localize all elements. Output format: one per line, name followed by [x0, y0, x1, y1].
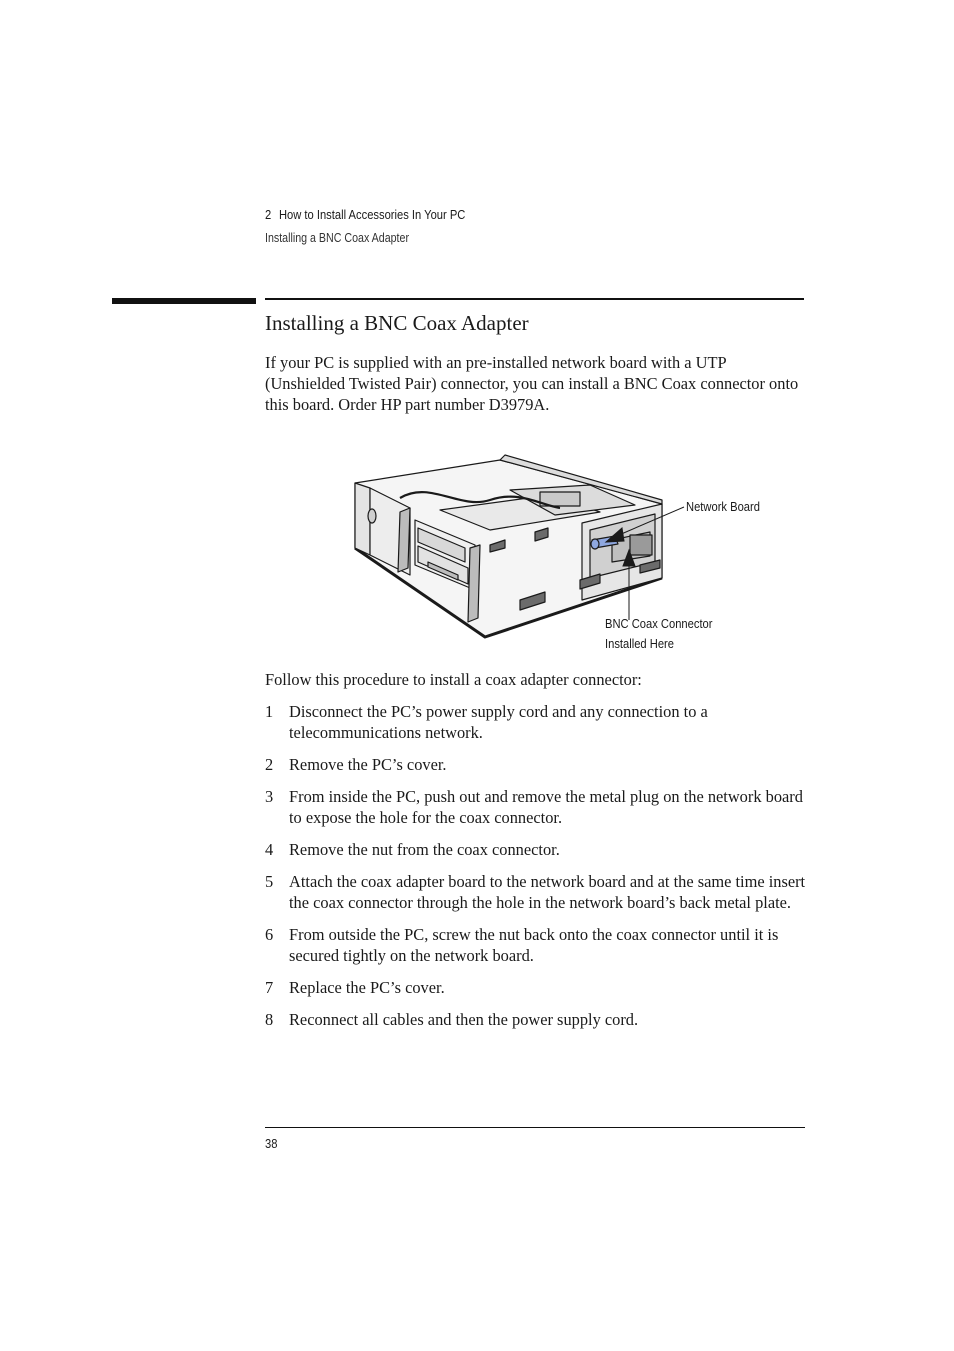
step-text: Remove the PC’s cover. — [289, 755, 447, 774]
callout-bnc-line2: Installed Here — [605, 636, 674, 651]
step-text: From inside the PC, push out and remove the metal plug on the network board to expose the hole for the coax connector. — [289, 787, 803, 827]
step-text: Disconnect the PC’s power supply cord and any connection to a telecommunications network. — [289, 702, 708, 742]
callout-bnc-connector — [605, 614, 713, 654]
step-1 — [265, 701, 810, 743]
procedure-steps — [265, 701, 810, 1041]
pc-chassis-illustration — [350, 450, 790, 665]
callout-network-board: Network Board — [686, 499, 760, 514]
step-text: From outside the PC, screw the nut back onto the coax connector until it is secured tightly on the network board. — [289, 925, 779, 965]
chapter-title: How to Install Accessories In Your PC — [278, 207, 466, 222]
running-header-section: Installing a BNC Coax Adapter — [265, 230, 409, 245]
step-number: 7 — [265, 978, 274, 997]
step-text: Attach the coax adapter board to the network board and at the same time insert the coax connector through the hole in the network board’s back metal plate. — [289, 872, 806, 912]
step-6 — [265, 924, 810, 966]
step-number: 2 — [265, 755, 274, 774]
step-text: Replace the PC’s cover. — [289, 978, 445, 997]
section-rule-thin — [265, 298, 804, 300]
page-title: Installing a BNC Coax Adapter — [265, 311, 529, 335]
intro-paragraph: If your PC is supplied with an pre-installed network board with a UTP (Unshielded Twisted Pair) connector, you can install a BNC Coax connector onto this board. Order HP part number D3979A. — [265, 353, 799, 414]
step-number: 4 — [265, 840, 274, 859]
footer-rule — [265, 1127, 805, 1128]
callout-bnc-line1: BNC Coax Connector — [605, 616, 713, 631]
step-number: 5 — [265, 872, 274, 891]
step-number: 6 — [265, 925, 274, 944]
step-4 — [265, 839, 810, 860]
step-number: 8 — [265, 1010, 274, 1029]
step-3 — [265, 786, 810, 828]
step-5 — [265, 871, 810, 913]
step-text: Reconnect all cables and then the power supply cord. — [289, 1010, 639, 1029]
step-text: Remove the nut from the coax connector. — [289, 840, 560, 859]
running-header-chapter — [265, 207, 465, 222]
step-number: 1 — [265, 702, 274, 721]
section-rule-thick — [112, 298, 256, 304]
procedure-lead: Follow this procedure to install a coax adapter connector: — [265, 670, 642, 689]
step-7 — [265, 977, 810, 998]
chapter-number: 2 — [265, 207, 272, 222]
step-2 — [265, 754, 810, 775]
step-number: 3 — [265, 787, 274, 806]
page-number: 38 — [265, 1136, 278, 1151]
step-8 — [265, 1009, 810, 1030]
